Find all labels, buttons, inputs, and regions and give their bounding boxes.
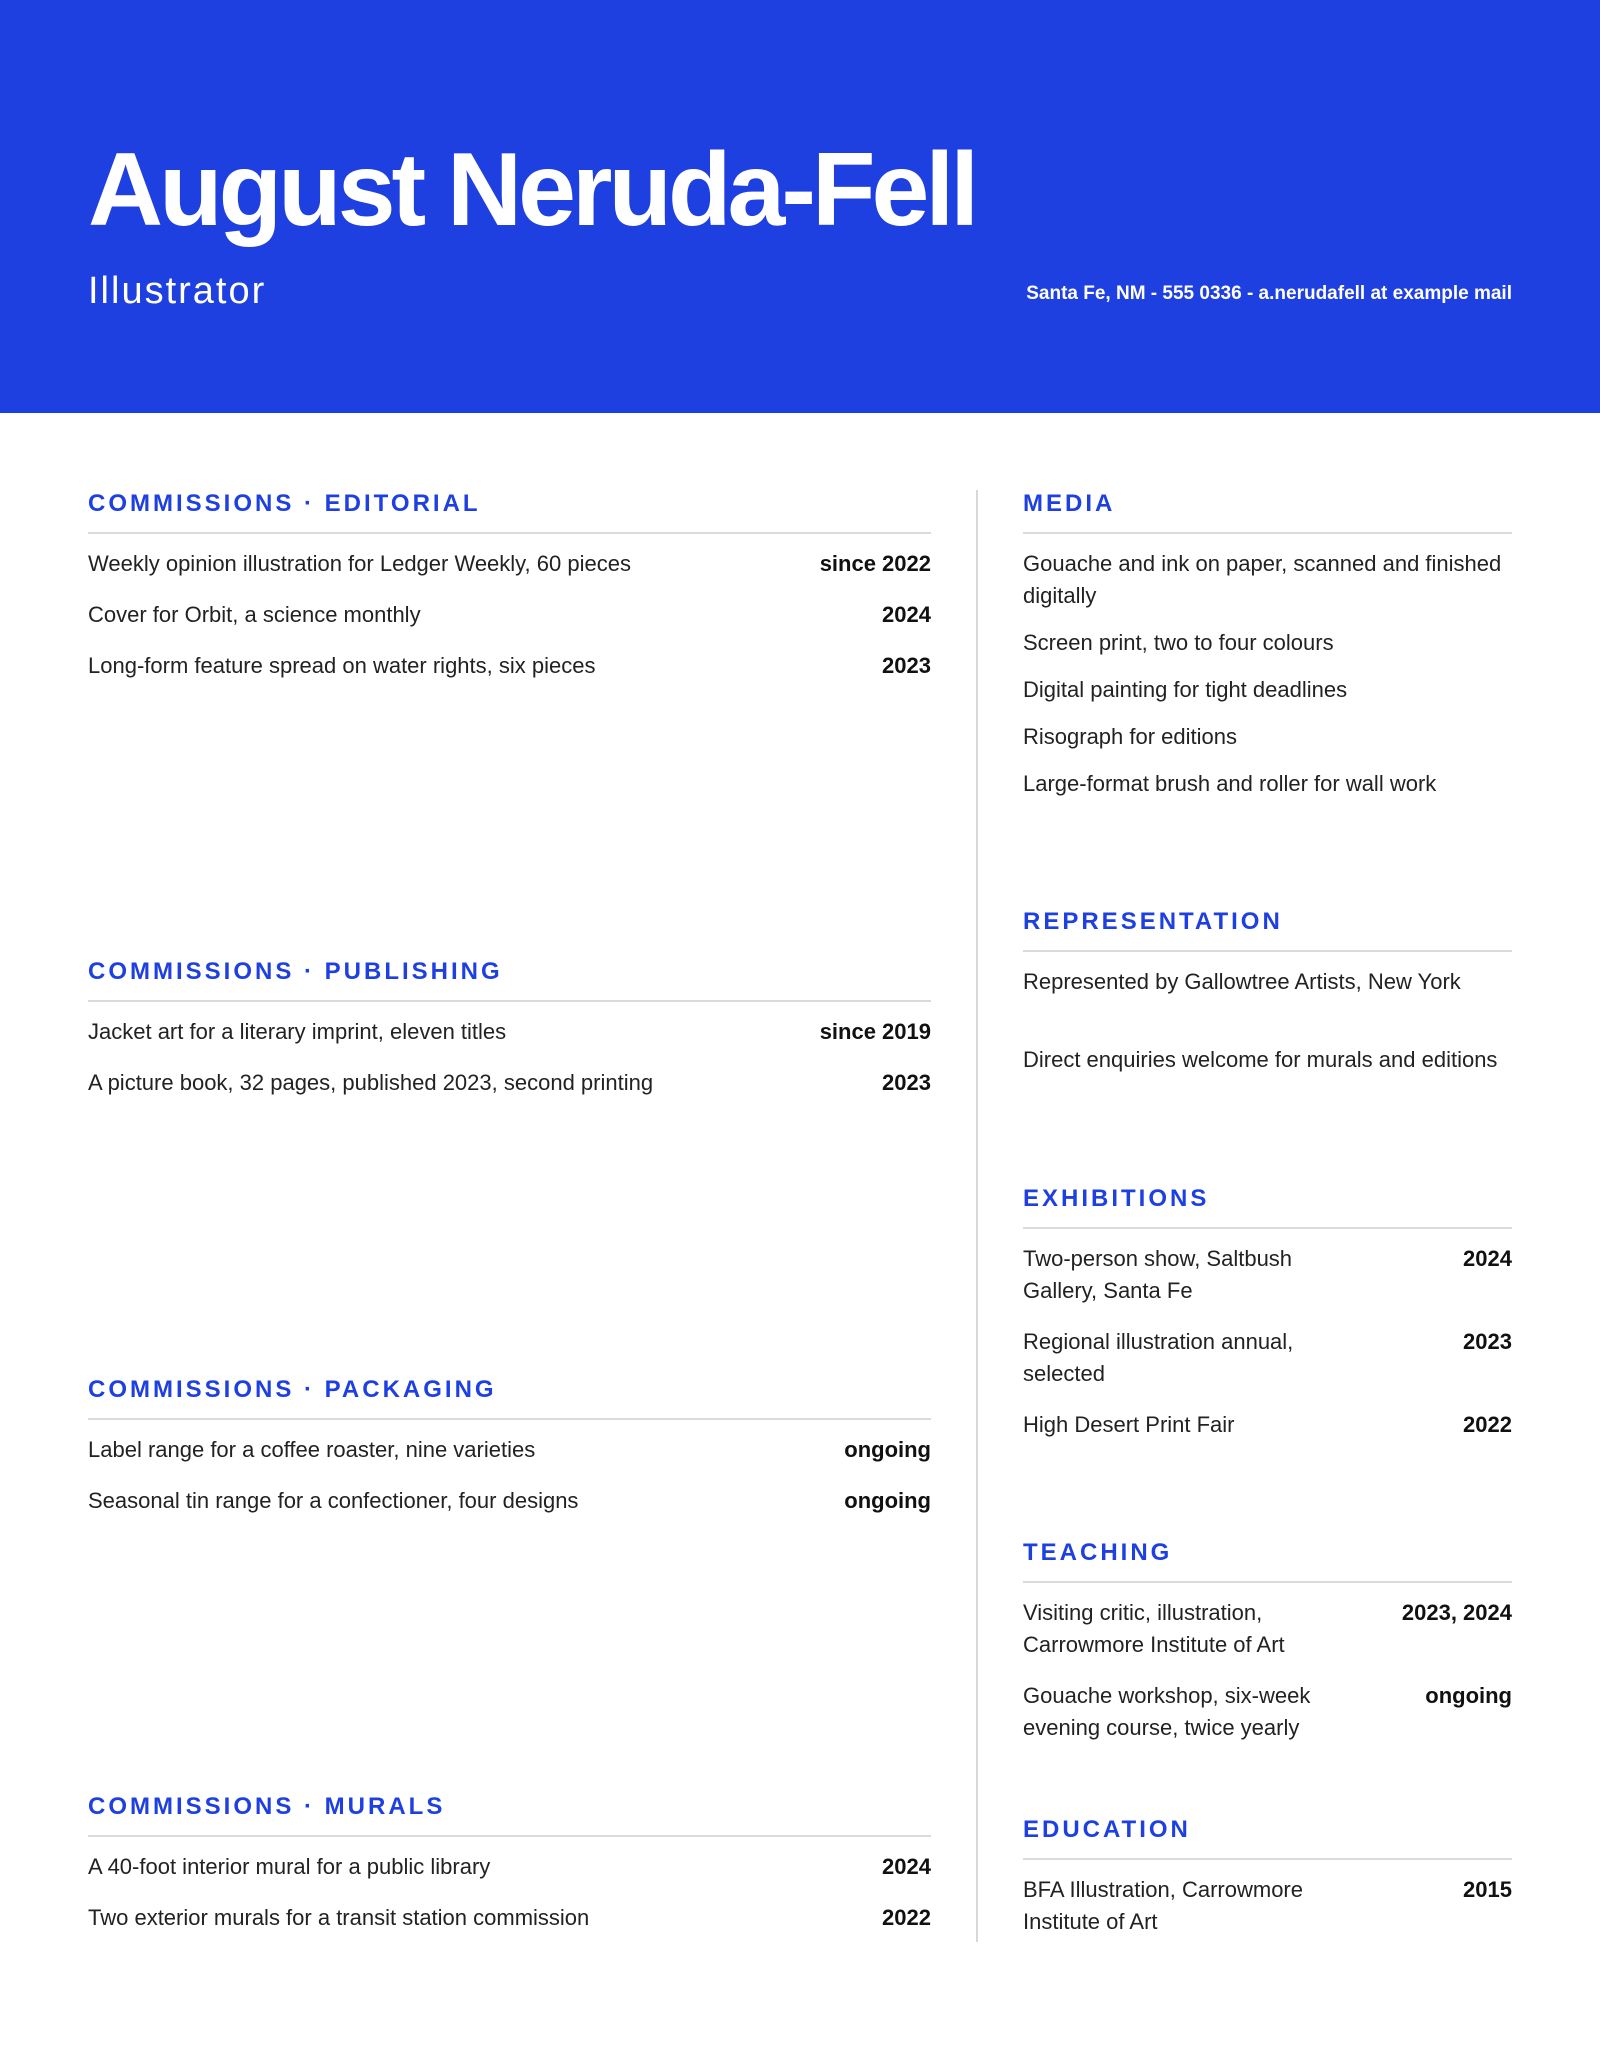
item-description: Cover for Orbit, a science monthly: [88, 602, 421, 627]
item-date: 2024: [882, 1854, 931, 1879]
item-date: ongoing: [1425, 1683, 1512, 1708]
item-description: A 40-foot interior mural for a public library: [88, 1854, 491, 1879]
item-description: Two-person show, Saltbush Gallery, Santa Fe: [1023, 1246, 1293, 1303]
list-item: [88, 548, 931, 580]
list-item: [1023, 1597, 1512, 1661]
list-item: Direct enquiries welcome for murals and editions: [1023, 1047, 1498, 1072]
item-description: Seasonal tin range for a confectioner, four designs: [88, 1488, 579, 1513]
item-description: High Desert Print Fair: [1023, 1412, 1235, 1437]
item-description: Gouache workshop, six-week evening course, twice yearly: [1023, 1683, 1311, 1740]
list-item: [1023, 1874, 1512, 1938]
item-date: since 2019: [819, 1019, 931, 1044]
item-date: 2024: [1463, 1246, 1512, 1271]
item-description: Visiting critic, illustration, Carrowmore Institute of Art: [1023, 1600, 1285, 1657]
item-description: Long-form feature spread on water rights, six pieces: [88, 653, 596, 678]
list-item: [88, 1434, 931, 1466]
section-title: COMMISSIONS · EDITORIAL: [88, 490, 931, 534]
list-item: [1023, 1680, 1512, 1744]
list-item: Risograph for editions: [1023, 724, 1238, 749]
item-date: ongoing: [844, 1488, 931, 1513]
person-role: Illustrator: [88, 270, 267, 312]
section-murals: [88, 1793, 931, 1953]
list-item: [1023, 1409, 1512, 1441]
section-education: [1023, 1816, 1512, 1957]
item-date: 2024: [882, 602, 931, 627]
list-item: [88, 1067, 931, 1099]
item-description: Jacket art for a literary imprint, eleven titles: [88, 1019, 507, 1044]
list-item: [88, 1851, 931, 1883]
item-date: ongoing: [844, 1437, 931, 1462]
item-date: 2015: [1463, 1877, 1512, 1902]
section-title: COMMISSIONS · PACKAGING: [88, 1376, 931, 1420]
section-media: [1023, 490, 1512, 815]
section-title: EXHIBITIONS: [1023, 1185, 1512, 1229]
section-title: MEDIA: [1023, 490, 1512, 534]
section-title: COMMISSIONS · PUBLISHING: [88, 958, 931, 1002]
person-name: August Neruda-Fell: [88, 132, 976, 248]
item-date: since 2022: [819, 551, 931, 576]
item-date: 2022: [882, 1905, 931, 1930]
list-item: Gouache and ink on paper, scanned and finished digitally: [1023, 551, 1502, 608]
list-item: [1023, 1326, 1512, 1390]
section-title: REPRESENTATION: [1023, 908, 1512, 952]
list-item: Digital painting for tight deadlines: [1023, 677, 1348, 702]
contact-line: Santa Fe, NM - 555 0336 - a.nerudafell at example mail: [1026, 283, 1512, 304]
item-description: Two exterior murals for a transit station commission: [88, 1905, 590, 1930]
list-item: [1023, 1243, 1512, 1307]
section-teaching: [1023, 1539, 1512, 1763]
list-item: [88, 650, 931, 682]
item-description: BFA Illustration, Carrowmore Institute of Art: [1023, 1877, 1303, 1934]
list-item: Represented by Gallowtree Artists, New York: [1023, 969, 1461, 994]
section-publishing: [88, 958, 931, 1118]
list-item: Large-format brush and roller for wall work: [1023, 771, 1437, 796]
list-item: Screen print, two to four colours: [1023, 630, 1334, 655]
column-divider: [976, 490, 978, 1942]
item-date: 2023: [882, 653, 931, 678]
item-description: Regional illustration annual, selected: [1023, 1329, 1294, 1386]
list-item: [88, 1902, 931, 1934]
section-title: TEACHING: [1023, 1539, 1512, 1583]
section-exhibitions: [1023, 1185, 1512, 1460]
list-item: [88, 599, 931, 631]
item-description: Weekly opinion illustration for Ledger Weekly, 60 pieces: [88, 551, 631, 576]
section-editorial: [88, 490, 931, 701]
section-representation: [1023, 908, 1512, 1091]
item-date: 2023, 2024: [1401, 1600, 1512, 1625]
item-date: 2022: [1463, 1412, 1512, 1437]
header-banner: [0, 0, 1600, 413]
item-description: A picture book, 32 pages, published 2023, second printing: [88, 1070, 654, 1095]
section-title: COMMISSIONS · MURALS: [88, 1793, 931, 1837]
item-description: Label range for a coffee roaster, nine varieties: [88, 1437, 536, 1462]
item-date: 2023: [882, 1070, 931, 1095]
list-item: [88, 1485, 931, 1517]
section-title: EDUCATION: [1023, 1816, 1512, 1860]
item-date: 2023: [1463, 1329, 1512, 1354]
list-item: [88, 1016, 931, 1048]
section-packaging: [88, 1376, 931, 1536]
